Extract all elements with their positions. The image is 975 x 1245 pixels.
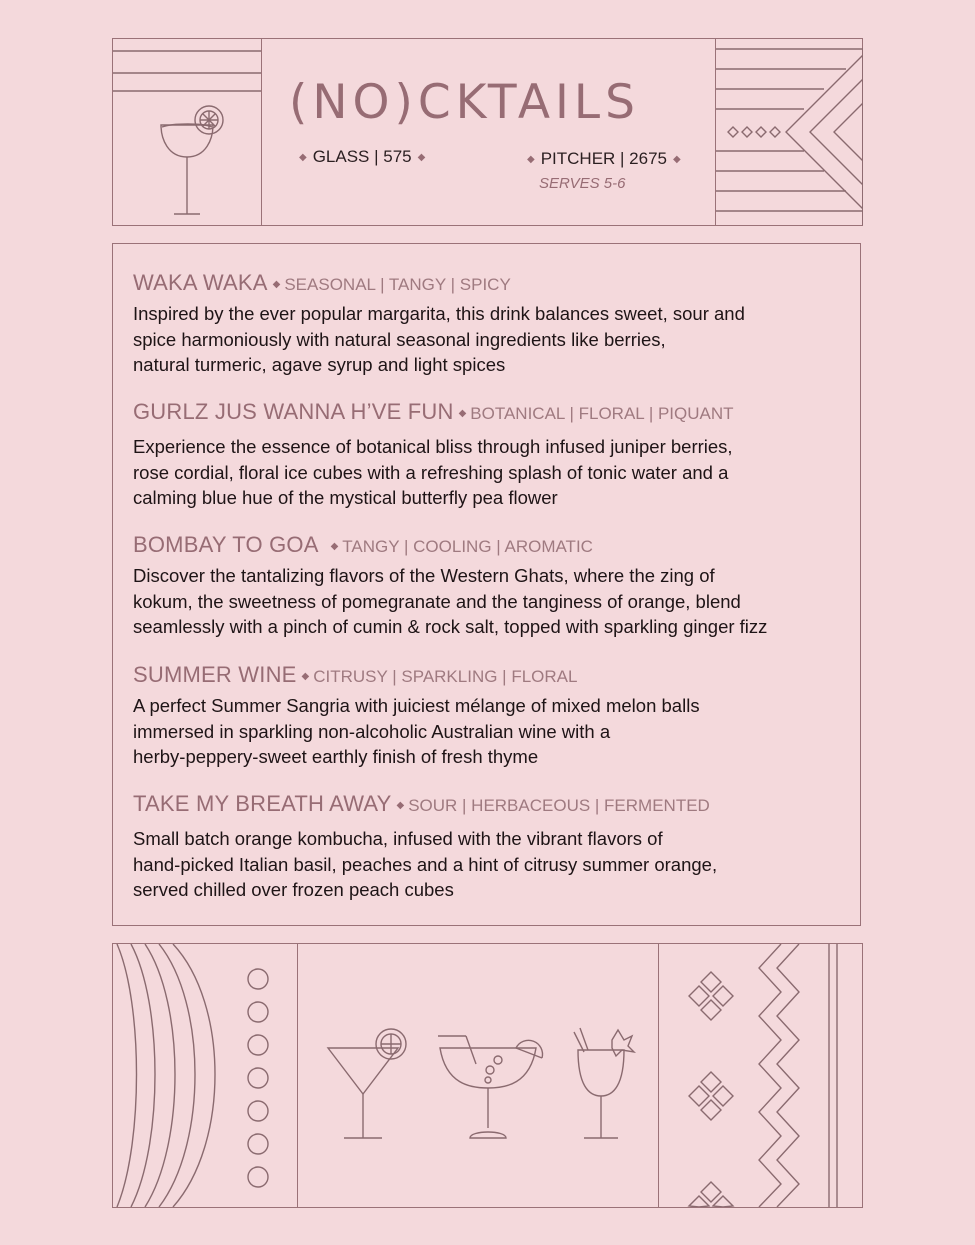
drink-name: TAKE MY BREATH AWAY — [133, 791, 392, 816]
pitcher-price-label: PITCHER | 2675 — [540, 149, 667, 168]
zigzag-pattern-icon — [759, 944, 837, 1207]
footer-left-panel — [113, 944, 297, 1207]
page-title: (NO)CKTAILS — [289, 75, 640, 130]
diamond-cluster-icon — [689, 972, 733, 1207]
diamond-icon: ◆ — [301, 671, 310, 682]
drink-tags: CITRUSY | SPARKLING | FLORAL — [313, 667, 578, 686]
diamond-icon: ◆ — [299, 152, 307, 163]
drink-item — [133, 399, 853, 511]
drink-description: A perfect Summer Sangria with juiciest mélange of mixed melon balls immersed in sparkling non-alcoholic Australian wine with a herby-peppery-sweet earthly finish of fresh thyme — [133, 695, 700, 767]
drink-item — [133, 270, 853, 378]
martini-glass-icon — [328, 1029, 406, 1138]
diamond-icon: ◆ — [673, 154, 681, 165]
drinks-menu — [112, 243, 861, 926]
serves-note: SERVES 5-6 — [539, 175, 626, 192]
drink-name: WAKA WAKA — [133, 270, 268, 295]
drink-tags: SOUR | HERBACEOUS | FERMENTED — [408, 796, 710, 815]
circle-pattern-icon — [248, 969, 268, 1187]
menu-header — [112, 38, 863, 226]
margarita-glass-icon — [438, 1036, 542, 1138]
tropical-glass-icon — [574, 1028, 634, 1138]
diamond-icon: ◆ — [396, 800, 405, 811]
drink-tags: SEASONAL | TANGY | SPICY — [284, 275, 511, 294]
diamond-icon: ◆ — [417, 152, 426, 163]
drink-name: GURLZ JUS WANNA H’VE FUN — [133, 399, 454, 424]
footer-right-panel — [659, 944, 863, 1207]
diamond-icon: ◆ — [330, 541, 339, 552]
pitcher-price — [521, 149, 687, 169]
glass-price — [293, 147, 431, 167]
header-right-panel — [716, 39, 863, 225]
diamond-pattern-icon — [728, 127, 780, 137]
drink-item — [133, 662, 853, 770]
diamond-icon: ◆ — [458, 408, 467, 419]
drink-description: Discover the tantalizing flavors of the Western Ghats, where the zing of kokum, the sweetness of pomegranate and the tanginess of orange, blend seamlessly with a pinch of cumin & rock salt, topped with sparkling ginger fizz — [133, 565, 768, 637]
drink-description: Experience the essence of botanical bliss through infused juniper berries, rose cordial, floral ice cubes with a refreshing splash of tonic water and a calming blue hue of the mystical butterfly pea flower — [133, 436, 733, 508]
diamond-icon: ◆ — [527, 154, 535, 165]
menu-footer — [112, 943, 863, 1208]
drink-name: SUMMER WINE — [133, 662, 297, 687]
drink-tags: TANGY | COOLING | AROMATIC — [342, 537, 593, 556]
drink-description: Inspired by the ever popular margarita, this drink balances sweet, sour and spice harmoniously with natural seasonal ingredients like berries, natural turmeric, agave syrup and light spices — [133, 303, 745, 375]
header-left-panel — [113, 39, 262, 225]
drink-tags: BOTANICAL | FLORAL | PIQUANT — [470, 404, 734, 423]
drink-description: Small batch orange kombucha, infused with the vibrant flavors of hand-picked Italian basil, peaches and a hint of citrusy summer orange, served chilled over frozen peach cubes — [133, 828, 718, 900]
coupe-glass-icon — [161, 106, 223, 214]
footer-glasses-panel — [298, 944, 658, 1207]
diamond-icon: ◆ — [272, 279, 281, 290]
drink-item — [133, 532, 853, 640]
glass-price-label: GLASS | 575 — [312, 147, 412, 166]
drink-name: BOMBAY TO GOA — [133, 532, 319, 557]
drink-item — [133, 791, 853, 903]
